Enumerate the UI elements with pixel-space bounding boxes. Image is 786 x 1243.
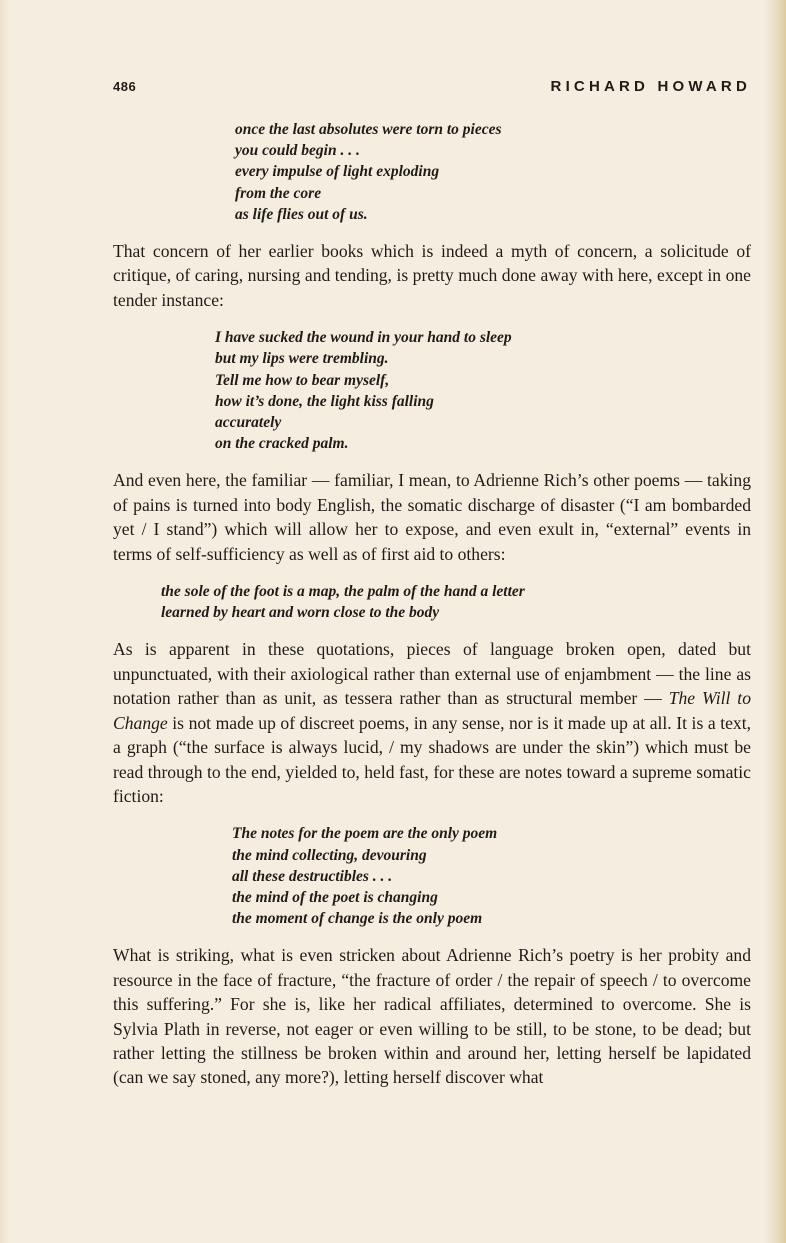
verse-quote-2 xyxy=(215,327,751,454)
verse-line: you could begin . . . xyxy=(235,142,360,160)
verse-quote-3 xyxy=(161,581,751,623)
verse-line: learned by heart and worn close to the body xyxy=(161,604,440,622)
verse-line: the mind collecting, devouring xyxy=(232,846,427,864)
body-paragraph-4: What is striking, what is even stricken about Adrienne Rich’s poetry is her probity and resource in the face of fracture, “the fracture of order / the repair of speech / to overcome this suffering.” For she is, like her radical affiliates, determined to overcome. She is Sylvia Plath in reverse, not eager or even willing to be still, to be stone, to be dead; but rather letting the stillness be broken within and around her, letting herself be lapidated (can we say stoned, any more?), letting herself discover what xyxy=(113,945,751,1088)
verse-line: on the cracked palm. xyxy=(215,435,349,453)
body-paragraph-3 xyxy=(113,637,751,808)
verse-line: once the last absolutes were torn to pieces xyxy=(235,121,502,138)
verse-line: all these destructibles . . . xyxy=(232,867,393,885)
paragraph-text: As is apparent in these quotations, pieces of language broken open, dated but unpunctuated, with their axiological rather than external use of enjambment — the line as notation rather than as unit, as tessera rather than as structural member — xyxy=(113,639,751,709)
verse-line: the sole of the foot is a map, the palm of the hand a letter xyxy=(161,583,525,601)
body-paragraph-2: And even here, the familiar — familiar, I mean, to Adrienne Rich’s other poems — taking of pains is turned into body English, the somatic discharge of disaster (“I am bombarded yet / I stand”) which will allow her to expose, and even exult in, “external” events in terms of self-sufficiency as well as of first aid to others: xyxy=(113,470,751,564)
verse-line: the moment of change is the only poem xyxy=(232,910,483,928)
verse-line: but my lips were trembling. xyxy=(215,350,389,368)
page-body xyxy=(113,119,751,1090)
verse-line: the mind of the poet is changing xyxy=(232,888,438,906)
running-title: RICHARD HOWARD xyxy=(550,78,751,95)
verse-line: from the core xyxy=(235,184,322,202)
body-paragraph-1: That concern of her earlier books which is indeed a myth of concern, a solicitude of critique, of caring, nursing and tending, is pretty much done away with here, except in one tender instance: xyxy=(113,241,751,310)
page-gutter-shadow xyxy=(0,0,10,1243)
verse-quote-4 xyxy=(232,823,751,929)
verse-quote-1 xyxy=(235,119,751,225)
page-number: 486 xyxy=(113,79,137,94)
verse-line: how it’s done, the light kiss falling xyxy=(215,392,434,410)
verse-line: I have sucked the wound in your hand to sleep xyxy=(215,329,512,347)
paragraph-text: is not made up of discreet poems, in any sense, nor is it made up at all. It is a text, a graph (“the surface is always lucid, / my shadows are under the skin”) which must be read through to the end, yielded to, held fast, for these are notes toward a supreme somatic fiction: xyxy=(113,712,751,806)
verse-line: The notes for the poem are the only poem xyxy=(232,825,498,843)
verse-line: accurately xyxy=(215,414,282,432)
running-head xyxy=(113,79,751,101)
verse-line: every impulse of light exploding xyxy=(235,163,440,181)
verse-line: Tell me how to bear myself, xyxy=(215,371,390,389)
book-title: The Will to Change xyxy=(113,688,751,733)
verse-line: as life flies out of us. xyxy=(235,205,368,223)
page-edge-shadow xyxy=(764,0,786,1243)
